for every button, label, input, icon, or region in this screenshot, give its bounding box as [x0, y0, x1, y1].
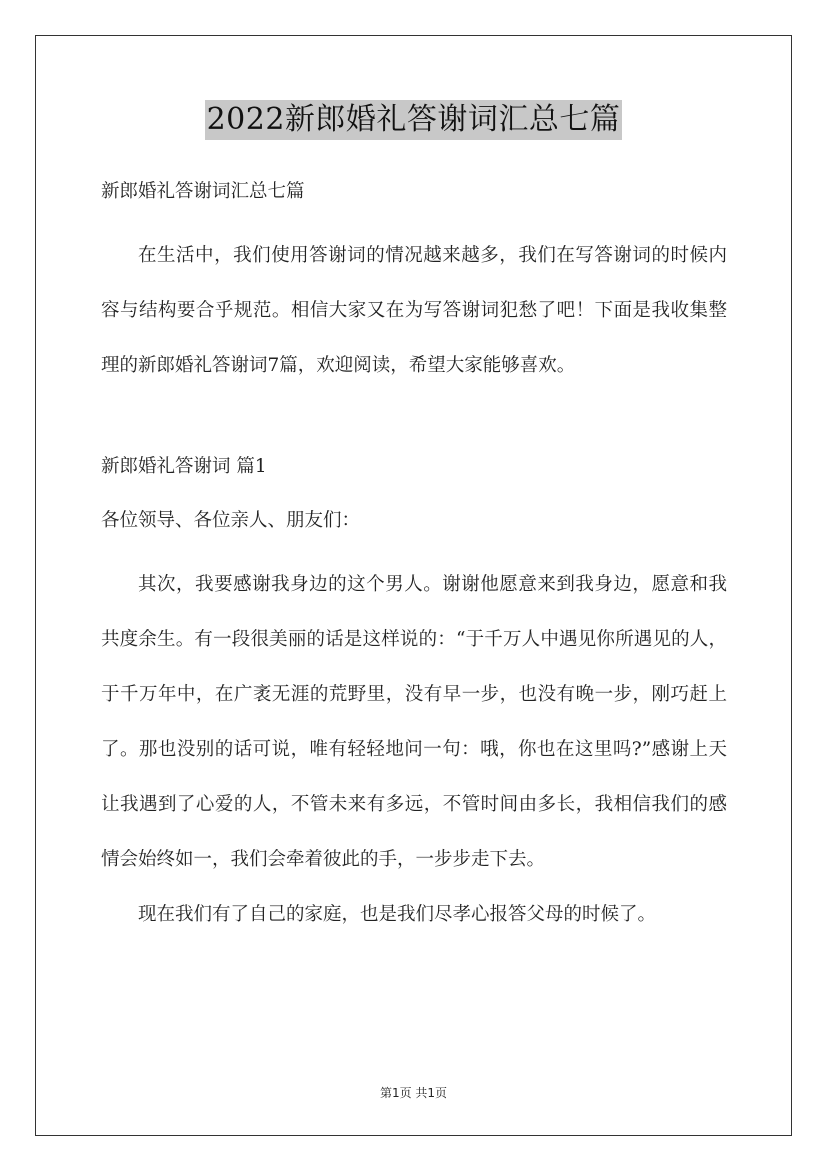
- body-paragraph: 现在我们有了自己的家庭，也是我们尽孝心报答父母的时候了。: [138, 904, 657, 925]
- title-container: [0, 100, 827, 140]
- subtitle: 新郎婚礼答谢词汇总七篇: [101, 181, 305, 202]
- spacer: [101, 210, 727, 228]
- greeting-line: 各位领导、各位亲人、朋友们：: [101, 510, 361, 531]
- spacer: [101, 485, 727, 503]
- spacer: [101, 393, 727, 449]
- intro-paragraph: 在生活中，我们使用答谢词的情况越来越多，我们在写答谢词的时候内容与结构要合乎规范。相信大家又在为写答谢词犯愁了吧！下面是我收集整理的新郎婚礼答谢词7篇，欢迎阅读，希望大家能够喜欢。: [101, 245, 727, 376]
- section-heading: 新郎婚礼答谢词 篇1: [101, 456, 267, 477]
- document-title: 2022新郎婚礼答谢词汇总七篇: [205, 100, 623, 140]
- page-footer: 第1页 共1页: [379, 1086, 448, 1100]
- spacer: [101, 539, 727, 557]
- document-body: [101, 174, 727, 942]
- body-paragraph: 其次，我要感谢我身边的这个男人。谢谢他愿意来到我身边，愿意和我共度余生。有一段很美丽的话是这样说的：“于千万人中遇见你所遇见的人，于千万年中，在广袤无涯的荒野里，没有早一步，也没有晚一步，刚巧赶上了。那也没别的话可说，唯有轻轻地问一句：哦，你也在这里吗?”感谢上天让我遇到了心爱的人，不管未来有多远，不管时间由多长，我相信我们的感情会始终如一，我们会牵着彼此的手，一步步走下去。: [101, 574, 727, 870]
